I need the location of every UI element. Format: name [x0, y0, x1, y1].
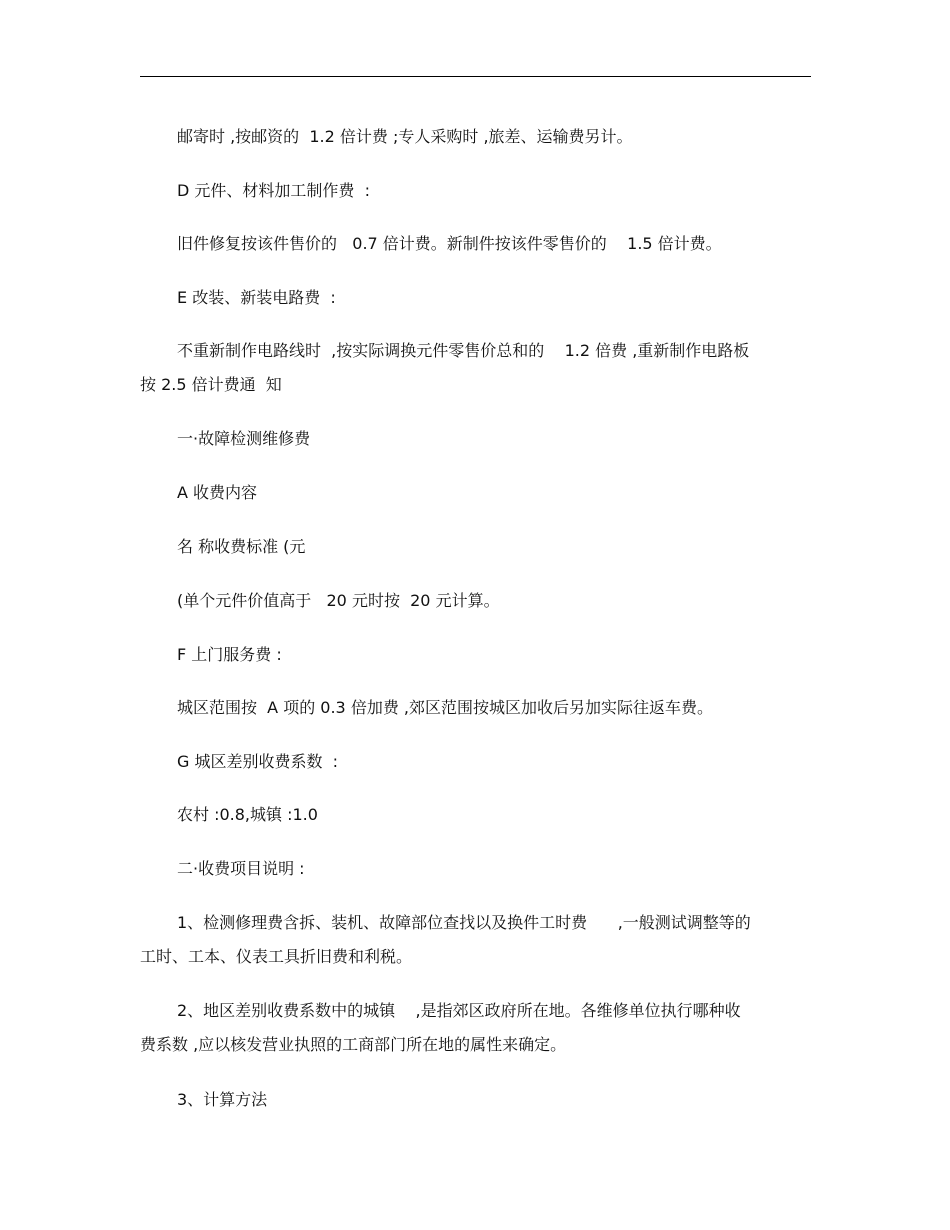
text-line-15: 二·收费项目说明 : — [177, 859, 305, 878]
text-line-3: 旧件修复按该件售价的 0.7 倍计费。新制件按该件零售价的 1.5 倍计费。 — [177, 234, 722, 253]
text-line-11: F 上门服务费 : — [177, 645, 282, 664]
text-line-7: 一·故障检测维修费 — [177, 429, 311, 448]
text-line-16: 1、检测修理费含拆、装机、故障部位查找以及换件工时费 ,一般测试调整等的 — [177, 913, 751, 932]
text-line-1: 邮寄时 ,按邮资的 1.2 倍计费 ;专人采购时 ,旅差、运输费另计。 — [177, 127, 633, 146]
text-line-6: 按 2.5 倍计费通 知 — [140, 375, 282, 394]
text-line-4: E 改装、新装电路费 : — [177, 288, 336, 307]
text-line-12: 城区范围按 A 项的 0.3 倍加费 ,郊区范围按城区加收后另加实际往返车费。 — [177, 698, 713, 717]
text-line-13: G 城区差别收费系数 : — [177, 752, 339, 771]
text-line-5: 不重新制作电路线时 ,按实际调换元件零售价总和的 1.2 倍费 ,重新制作电路板 — [177, 341, 750, 360]
text-line-2: D 元件、材料加工制作费 : — [177, 181, 370, 200]
text-line-14: 农村 :0.8,城镇 :1.0 — [177, 805, 318, 824]
text-line-17: 工时、工本、仪表工具折旧费和利税。 — [140, 947, 413, 966]
text-line-10: (单个元件价值高于 20 元时按 20 元计算。 — [177, 591, 500, 610]
text-line-9: 名 称收费标准 (元 — [177, 537, 306, 556]
text-line-20: 3、计算方法 — [177, 1090, 268, 1109]
text-line-8: A 收费内容 — [177, 483, 258, 502]
text-line-18: 2、地区差别收费系数中的城镇 ,是指郊区政府所在地。各维修单位执行哪种收 — [177, 1001, 741, 1020]
header-rule — [140, 76, 811, 77]
text-line-19: 费系数 ,应以核发营业执照的工商部门所在地的属性来确定。 — [140, 1035, 567, 1054]
